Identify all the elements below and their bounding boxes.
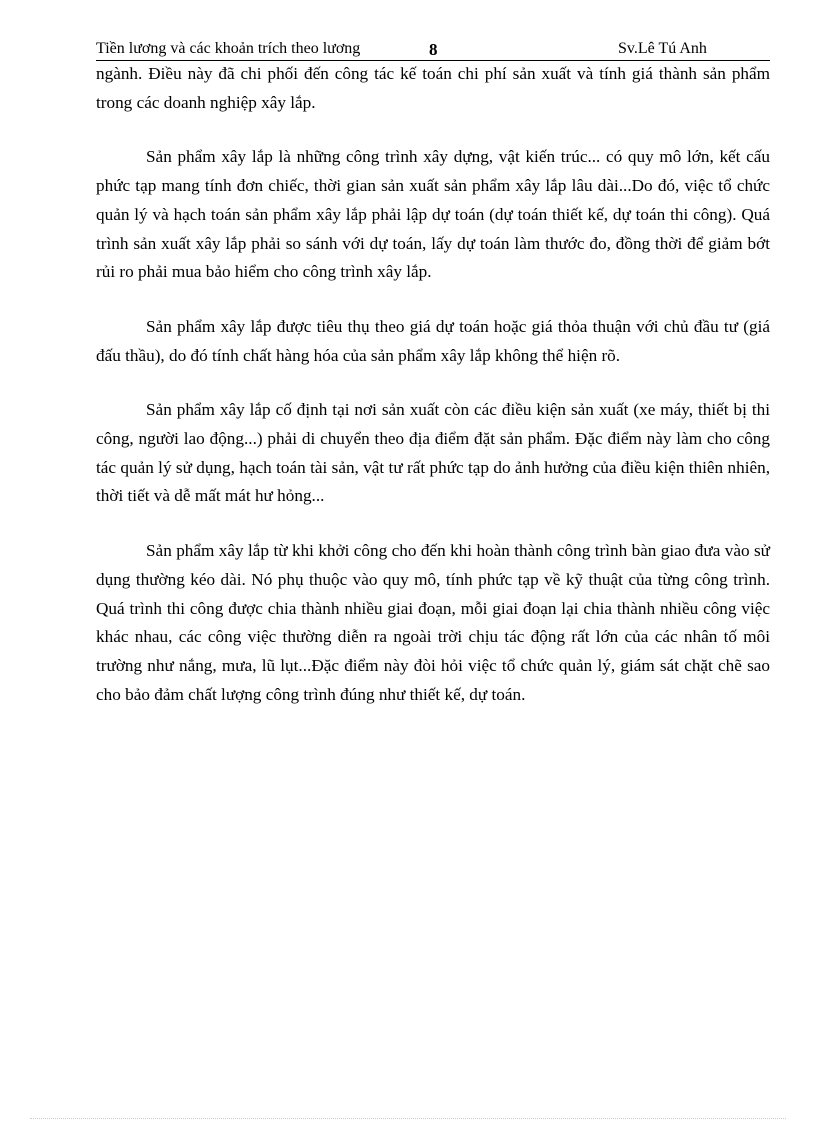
paragraph-consumption-price: Sản phẩm xây lắp được tiêu thụ theo giá dự toán hoặc giá thỏa thuận với chủ đầu tư (giá đấu thầu), do đó tính chất hàng hóa của sản phẩm xây lắp không thể hiện rõ. — [96, 316, 770, 365]
paragraph-fixed-location: Sản phẩm xây lắp cố định tại nơi sản xuất còn các điều kiện sản xuất (xe máy, thiết bị thi công, người lao động...) phải di chuyển theo địa điểm đặt sản phẩm. Đặc điểm này làm cho công tác quản lý sử dụng, hạch toán tài sản, vật tư rất phức tạp do ảnh hưởng của điều kiện thiên nhiên, thời tiết và dễ mất mát hư hỏng... — [96, 400, 770, 506]
header-author: Sv.Lê Tú Anh — [618, 40, 707, 57]
paragraph-continuation: ngành. Điều này đã chi phối đến công tác kế toán chi phí sản xuất và tính giá thành sản phẩm trong các doanh nghiệp xây lắp. — [96, 64, 770, 112]
page-number: 8 — [429, 40, 438, 59]
document-body — [96, 60, 770, 735]
paragraph-product-characteristics: Sản phẩm xây lắp là những công trình xây dựng, vật kiến trúc... có quy mô lớn, kết cấu phức tạp mang tính đơn chiếc, thời gian sản xuất sản phẩm xây lắp lâu dài...Do đó, việc tổ chức quản lý và hạch toán sản phẩm xây lắp phải lập dự toán (dự toán thiết kế, dự toán thi công). Quá trình sản xuất xây lắp phải so sánh với dự toán, lấy dự toán làm thước đo, đồng thời để giảm bớt rủi ro phải mua bảo hiểm cho công trình xây lắp. — [96, 147, 770, 282]
header-title: Tiền lương và các khoản trích theo lương — [96, 40, 361, 57]
page-header — [96, 38, 770, 61]
page-bottom-border — [30, 1118, 786, 1119]
paragraph-construction-duration: Sản phẩm xây lắp từ khi khởi công cho đến khi hoàn thành công trình bàn giao đưa vào sử dụng thường kéo dài. Nó phụ thuộc vào quy mô, tính phức tạp về kỹ thuật của từng công trình. Quá trình thi công được chia thành nhiều giai đoạn, mỗi giai đoạn lại chia thành nhiều công việc khác nhau, các công việc thường diễn ra ngoài trời chịu tác động rất lớn của các nhân tố môi trường như nắng, mưa, lũ lụt...Đặc điểm này đòi hỏi việc tổ chức quản lý, giám sát chặt chẽ sao cho bảo đảm chất lượng công trình đúng như thiết kế, dự toán. — [96, 541, 770, 704]
